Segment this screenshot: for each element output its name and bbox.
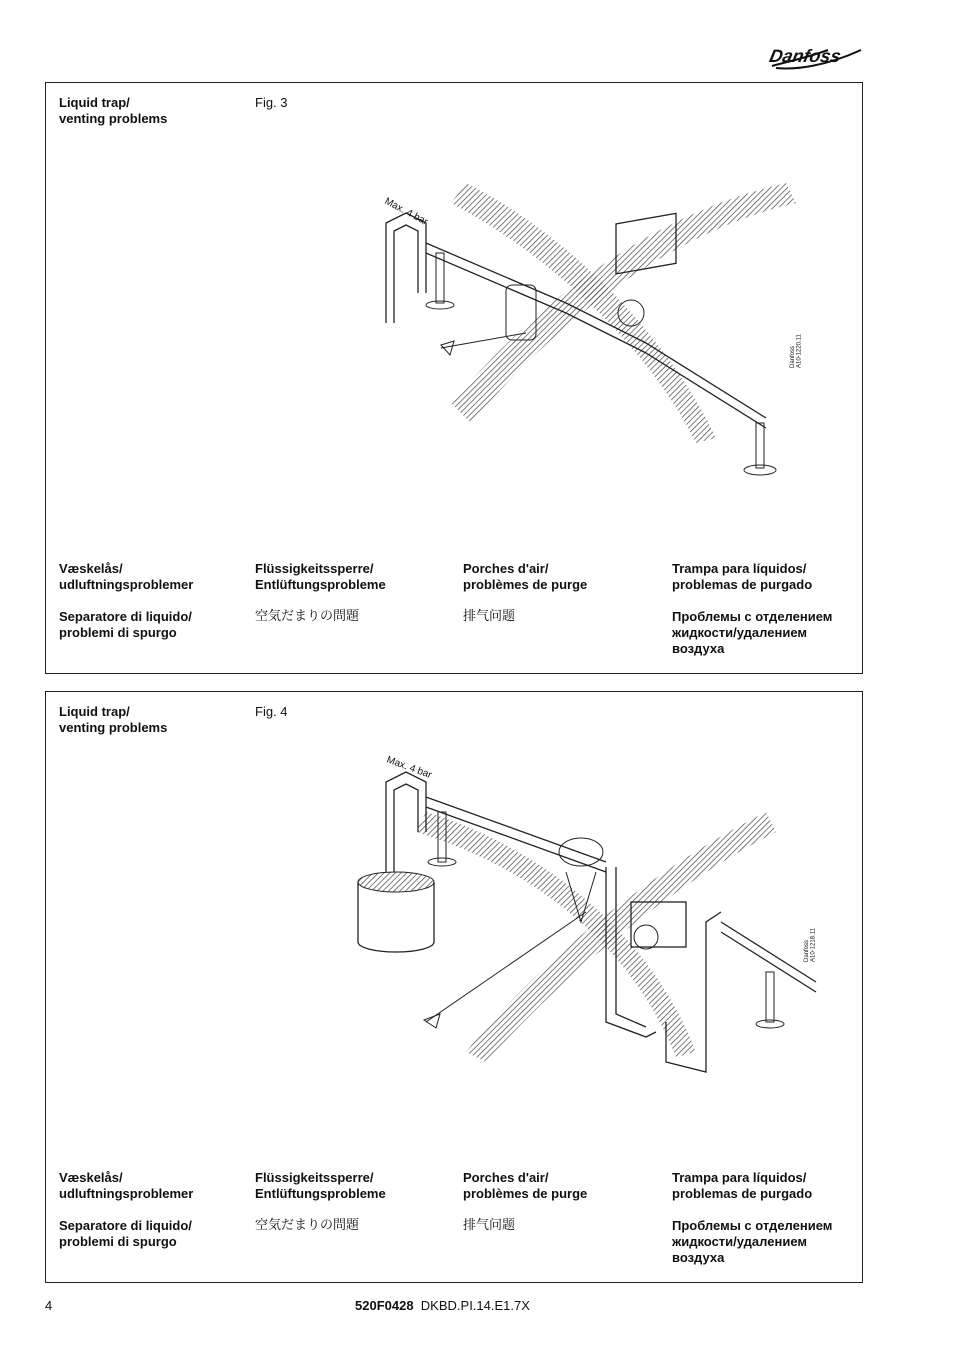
pressure-note: Max. 4 bar (382, 195, 430, 228)
text-fr: Porches d'air/ problèmes de purge (463, 561, 588, 592)
pressure-note: Max. 4 bar (384, 754, 434, 781)
text-ja: 空気だまりの問題 (255, 1218, 360, 1233)
text-de: Flüssigkeitssperre/ Entlüftungsprobleme (255, 1170, 386, 1201)
text-ja: 空気だまりの問題 (255, 609, 360, 624)
figure-label: Fig. 3 (255, 95, 288, 110)
text-da: Væskelås/ udluftningsproblemer (59, 1170, 194, 1201)
panel-title: Liquid trap/ venting problems (59, 95, 168, 126)
text-zh: 排气问题 (463, 1218, 516, 1233)
figure-label: Fig. 4 (255, 704, 288, 719)
panel-fig3 (45, 82, 863, 674)
doc-ref: DKBD.PI.14.E1.7X (420, 1298, 530, 1313)
figure-4-diagram (346, 752, 826, 1092)
danfoss-logo (766, 36, 866, 76)
text-es: Trampa para líquidos/ problemas de purgado (672, 561, 813, 592)
logo-wordmark: Danfoss (767, 46, 843, 66)
cross-stroke-2 (416, 812, 696, 1057)
text-es: Trampa para líquidos/ problemas de purgado (672, 1170, 813, 1201)
page-number: 4 (45, 1298, 53, 1313)
panel-fig4 (45, 691, 863, 1283)
text-ru: Проблемы с отделением жидкости/удалением воздуха (672, 1218, 833, 1265)
figure-code: DanfossA10-1218.11 (804, 928, 817, 962)
text-fr: Porches d'air/ problèmes de purge (463, 1170, 588, 1201)
text-zh: 排气问题 (463, 609, 516, 624)
figure-code: DanfossA10-1220.11 (790, 334, 803, 368)
text-ru: Проблемы с отделением жидкости/удалением воздуха (672, 609, 833, 656)
panel-title: Liquid trap/ venting problems (59, 704, 168, 735)
text-it: Separatore di liquido/ problemi di spurgo (59, 609, 192, 640)
document-reference (355, 1298, 530, 1313)
doc-code: 520F0428 (355, 1298, 414, 1313)
text-da: Væskelås/ udluftningsproblemer (59, 561, 194, 592)
figure-3-diagram (366, 173, 826, 483)
text-it: Separatore di liquido/ problemi di spurgo (59, 1218, 192, 1249)
text-de: Flüssigkeitssperre/ Entlüftungsprobleme (255, 561, 386, 592)
